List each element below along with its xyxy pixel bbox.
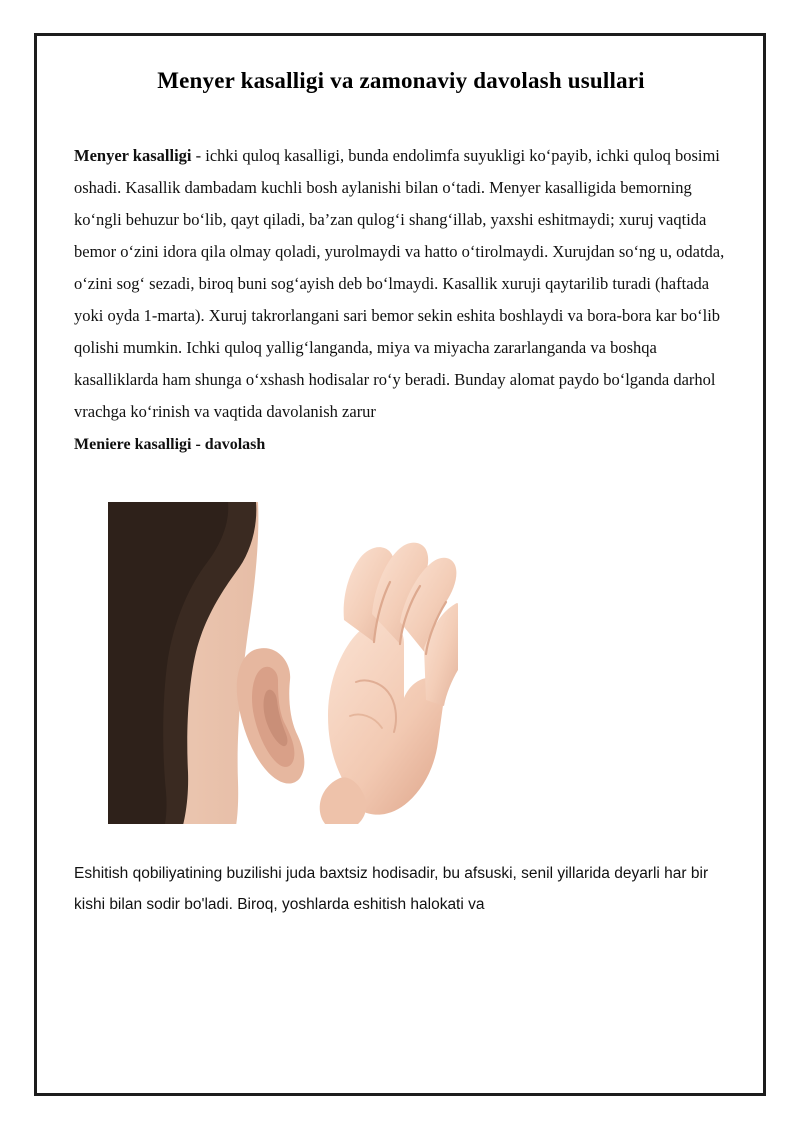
ear-illustration-svg [108,502,458,842]
ear-photo [108,502,458,842]
main-paragraph [74,140,728,428]
document-content [74,68,728,920]
subheading: Meniere kasalligi - davolash [74,436,266,453]
page-title: Menyer kasalligi va zamonaviy davolash usullari [157,68,645,93]
figure-caption: Eshitish qobiliyatining buzilishi juda baxtsiz hodisadir, bu afsuski, senil yillarida deyarli har bir kishi bilan sodir bo'ladi. Biroq, yoshlarda eshitish halokati va [74,865,709,913]
paragraph-lead-term: Menyer kasalligi [74,146,192,165]
paragraph-body-text: - ichki quloq kasalligi, bunda endolimfa suyukligi ko‘payib, ichki quloq bosimi oshadi. Kasallik dambadam kuchli bosh aylanishi bilan o‘tadi. Menyer kasalligida bemorning ko‘ngli behuzur bo‘lib, qayt qiladi, ba’zan qulog‘i shang‘illab, yaxshi eshitmaydi; xuruj vaqtida bemor o‘zini idora qila olmay qoladi, yurolmaydi va hatto o‘tirolmaydi. Xurujdan so‘ng u, odatda, o‘zini sog‘ sezadi, biroq buni sog‘ayish deb bo‘lmaydi. Kasallik xuruji qaytarilib turadi (haftada yoki oyda 1-marta). Xuruj takrorlangani sari bemor sekin eshita boshlaydi va bora-bora kar bo‘lib qolishi mumkin. Ichki quloq yallig‘langanda, miya va miyacha zararlanganda va boshqa kasalliklarda ham shunga o‘xshash hodisalar ro‘y beradi. Bunday alomat paydo bo‘lganda darhol vrachga ko‘rinish va vaqtida davolanish zarur [74,146,725,421]
